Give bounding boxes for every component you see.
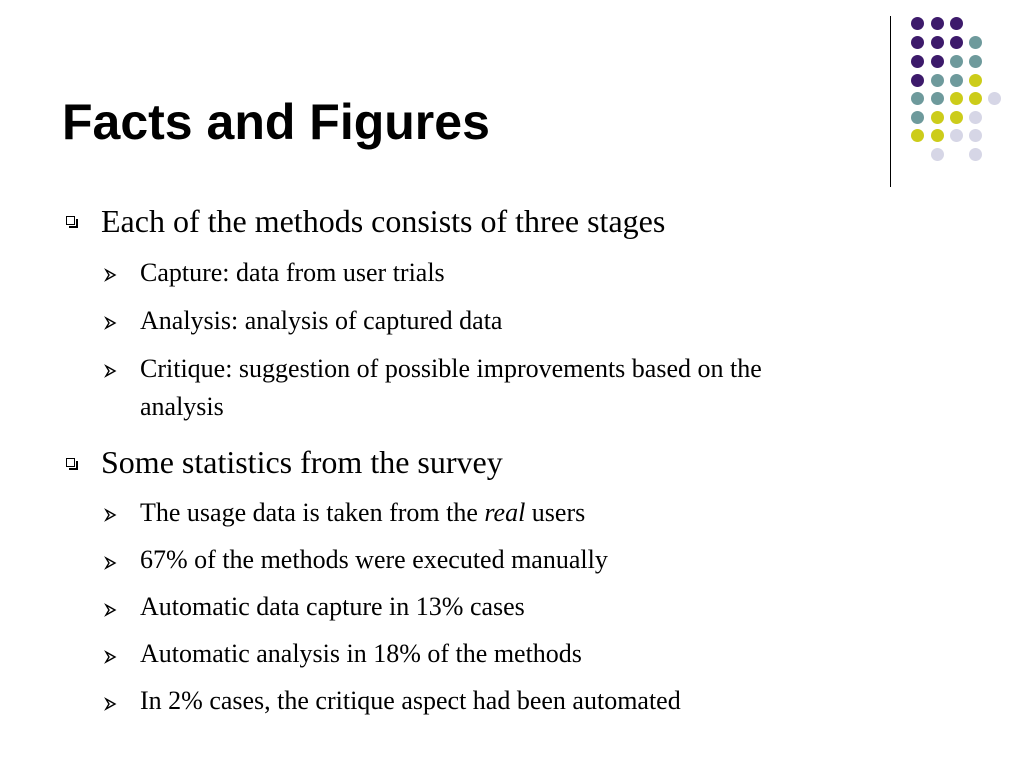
emphasis-text: real <box>484 498 526 527</box>
bullet-level1: Some statistics from the survey <box>101 444 503 480</box>
bullet-text: The usage data is taken from the <box>140 498 485 527</box>
bullet-level2 <box>140 350 940 426</box>
arrow-bullet-icon <box>104 650 118 664</box>
bullet-level1: Each of the methods consists of three stages <box>101 203 666 239</box>
square-bullet-icon <box>66 216 75 225</box>
bullet-line: analysis <box>140 392 224 421</box>
bullet-level2 <box>140 494 940 532</box>
bullet-level2: Analysis: analysis of captured data <box>140 306 503 335</box>
bullet-level2: Automatic analysis in 18% of the methods <box>140 639 582 668</box>
slide-title: Facts and Figures <box>62 94 490 150</box>
bullet-level2: 67% of the methods were executed manually <box>140 545 608 574</box>
arrow-bullet-icon <box>104 508 118 522</box>
arrow-bullet-icon <box>104 316 118 330</box>
arrow-bullet-icon <box>104 268 118 282</box>
bullet-level2: Capture: data from user trials <box>140 258 445 287</box>
arrow-bullet-icon <box>104 364 118 378</box>
arrow-bullet-icon <box>104 697 118 711</box>
bullet-line: Critique: suggestion of possible improvements based on the <box>140 354 762 383</box>
bullet-level2: Automatic data capture in 13% cases <box>140 592 525 621</box>
arrow-bullet-icon <box>104 603 118 617</box>
arrow-bullet-icon <box>104 556 118 570</box>
square-bullet-icon <box>66 458 75 467</box>
bullet-text: users <box>525 498 586 527</box>
bullet-level2: In 2% cases, the critique aspect had been automated <box>140 686 681 715</box>
